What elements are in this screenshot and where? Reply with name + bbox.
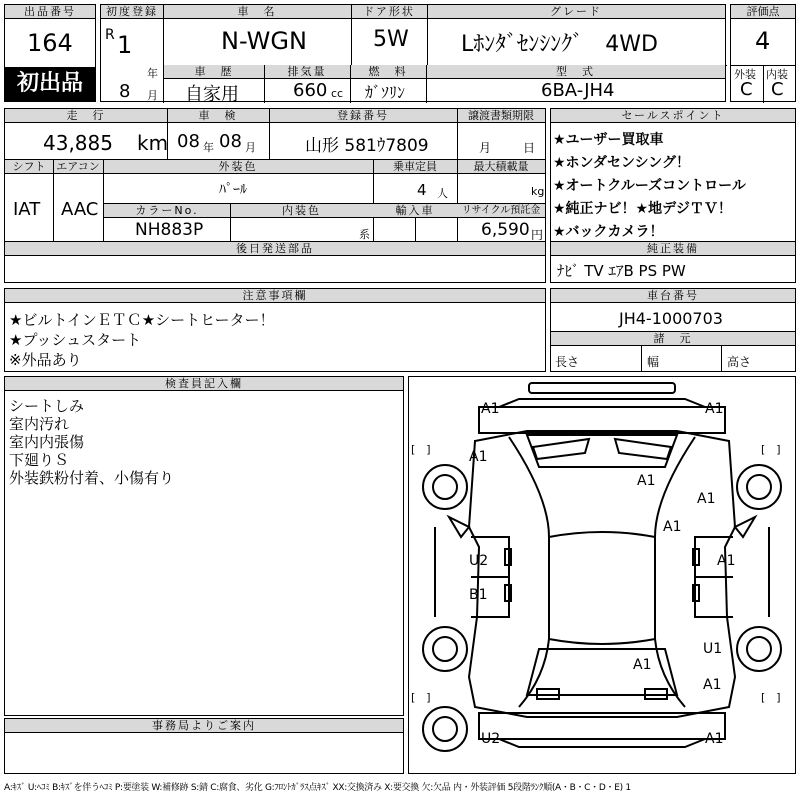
inspection-year: 08 <box>177 131 200 152</box>
plate-number: 山形 581ｳ7809 <box>305 136 429 156</box>
recycle-label: リサイクル預託金 <box>457 204 545 218</box>
first-listing-badge: 初出品 <box>5 67 95 101</box>
history: 自家用 <box>185 84 239 105</box>
score-box <box>730 4 796 102</box>
chassis-number: JH4-1000703 <box>619 309 723 328</box>
damage-mark: B1 <box>469 587 488 603</box>
car-label: 車 名 <box>163 5 351 19</box>
inspection-label: 車 検 <box>167 109 269 123</box>
reg-era: R <box>105 27 115 43</box>
inspection-year-unit: 年 <box>203 141 214 154</box>
model-code: 6BA-JH4 <box>541 80 615 101</box>
shift-label: シフト <box>5 160 53 174</box>
interior-color-unit: 系 <box>359 228 370 241</box>
damage-mark: A1 <box>697 491 716 507</box>
import-label: 輸入車 <box>373 204 457 218</box>
recycle-fee: 6,590 <box>481 220 530 240</box>
ac-label: エアコン <box>53 160 103 174</box>
int-label: 内装 <box>766 68 788 81</box>
grade-label: グレード <box>427 5 725 19</box>
damage-mark: A1 <box>637 473 656 489</box>
inspector-box <box>4 376 404 716</box>
shift: IAT <box>13 199 41 220</box>
damage-mark: U2 <box>481 731 501 747</box>
lot-number: 164 <box>27 29 73 57</box>
notes-line: ※外品あり <box>9 351 82 369</box>
damage-mark: A1 <box>469 449 488 465</box>
fuel-label: 燃 料 <box>350 65 426 79</box>
damage-mark: A1 <box>705 731 724 747</box>
inspector-line: 外装鉄粉付着、小傷有り <box>9 469 175 487</box>
car-diagram <box>408 376 796 774</box>
mileage-label: 走 行 <box>5 109 167 123</box>
dims-label: 諸 元 <box>551 332 795 346</box>
equipment: ﾅﾋﾞ TV ｴｱB PS PW <box>557 262 686 280</box>
car-name: N-WGN <box>221 27 307 55</box>
legend: A:ｷｽﾞ U:ﾍｺﾐ B:ｷｽﾞを伴うﾍｺﾐ P:要塗装 W:補修跡 S:錆 C:腐食、劣化 G:ﾌﾛﾝﾄｶﾞﾗｽ点ｷｽﾞ XX:交換済み X:要交換 欠:欠品 内・外装評価 5段階ﾗﾝｸ順(A・B・C・D・E) 1 <box>4 783 631 793</box>
plate-label: 登録番号 <box>269 109 457 123</box>
inspection-month: 08 <box>219 131 242 152</box>
later-parts-label: 後日発送部品 <box>5 242 545 256</box>
bracket-marker: [ ] <box>411 443 431 456</box>
inspection-month-unit: 月 <box>245 141 256 154</box>
vehicle-header <box>100 4 726 105</box>
fuel: ｶﾞｿﾘﾝ <box>365 83 406 102</box>
damage-mark: A1 <box>705 401 724 417</box>
lot-box <box>4 4 96 102</box>
color-number: NH883P <box>135 220 204 240</box>
interior-color-label: 内装色 <box>230 204 373 218</box>
chassis-box <box>550 288 796 372</box>
inspector-line: 室内内張傷 <box>9 433 85 451</box>
capacity-label: 乗車定員 <box>373 160 457 174</box>
notes-box <box>4 288 546 372</box>
inspector-line: 室内汚れ <box>9 415 70 433</box>
equipment-box <box>550 241 796 283</box>
aircon: AAC <box>61 199 99 220</box>
exterior-color: ﾊﾟｰﾙ <box>219 182 247 198</box>
disp-unit: cc <box>331 87 344 100</box>
load-unit: kg <box>531 185 545 198</box>
transfer-month: 月 <box>479 141 492 155</box>
bracket-marker: [ ] <box>761 443 781 456</box>
damage-mark: A1 <box>481 401 500 417</box>
notes-line: ★プッシュスタート <box>9 331 142 349</box>
office-box <box>4 718 404 774</box>
disp-label: 排気量 <box>264 65 350 79</box>
capacity-unit: 人 <box>437 187 448 200</box>
bracket-marker: [ ] <box>761 691 781 704</box>
color-no-label: カラーNo. <box>104 204 230 218</box>
bracket-marker: [ ] <box>411 691 431 704</box>
score-label: 評価点 <box>731 5 795 19</box>
car-outline-diagram <box>409 377 795 773</box>
recycle-unit: 円 <box>531 228 544 242</box>
mileage: 43,885 <box>43 131 113 155</box>
inspector-line: 下廻りＳ <box>9 451 70 469</box>
reg-year: 1 <box>117 31 133 59</box>
history-label: 車 歴 <box>164 65 264 79</box>
mileage-unit: km <box>137 131 169 155</box>
grade: Lﾎﾝﾀﾞｾﾝｼﾝｸﾞ 4WD <box>461 32 658 57</box>
damage-mark: A1 <box>663 519 682 535</box>
sales-line: ★純正ナビ！★地デジＴＶ！ <box>553 201 732 217</box>
equipment-label: 純正装備 <box>551 242 795 256</box>
damage-mark: U1 <box>703 641 723 657</box>
damage-mark: A1 <box>633 657 652 673</box>
sales-line: ★バックカメラ！ <box>553 224 664 240</box>
load-label: 最大積載量 <box>457 160 545 174</box>
score-value: 4 <box>755 27 771 55</box>
inspector-line: シートしみ <box>9 397 85 415</box>
transfer-day: 日 <box>523 141 536 155</box>
door-label: ドア形状 <box>351 5 427 19</box>
color-label: 外装色 <box>103 160 373 174</box>
reg-label: 初度登録 <box>101 5 163 19</box>
capacity: 4 <box>417 181 427 199</box>
ext-score: C <box>740 79 753 100</box>
reg-year-unit: 年 <box>147 67 158 80</box>
reg-month: 8 <box>119 81 131 102</box>
sales-points-box <box>550 108 796 242</box>
details-box <box>4 108 546 242</box>
reg-month-unit: 月 <box>147 89 158 102</box>
damage-mark: A1 <box>703 677 722 693</box>
later-parts-box <box>4 241 546 283</box>
office-label: 事務局よりご案内 <box>5 719 403 733</box>
notes-line: ★ビルトインＥＴＣ★シートヒーター！ <box>9 311 275 329</box>
model-label: 型 式 <box>426 65 725 79</box>
notes-label: 注意事項欄 <box>5 289 545 303</box>
ext-label: 外装 <box>734 68 756 81</box>
length-label: 長さ <box>555 355 580 369</box>
sales-points-label: セールスポイント <box>551 109 795 123</box>
sales-line: ★ホンダセンシング！ <box>553 155 691 171</box>
sales-line: ★ユーザー買取車 <box>553 132 664 148</box>
displacement: 660 <box>293 80 328 101</box>
lot-label: 出品番号 <box>5 5 95 19</box>
inspector-label: 検査員記入欄 <box>5 377 403 391</box>
sales-line: ★オートクルーズコントロール <box>553 178 746 194</box>
damage-mark: U2 <box>469 553 489 569</box>
transfer-label: 譲渡書類期限 <box>457 109 545 123</box>
int-score: C <box>771 79 784 100</box>
height-label: 高さ <box>727 355 752 369</box>
damage-mark: A1 <box>717 553 736 569</box>
width-label: 幅 <box>647 355 660 369</box>
door-type: 5W <box>373 27 409 52</box>
chassis-label: 車台番号 <box>551 289 795 303</box>
